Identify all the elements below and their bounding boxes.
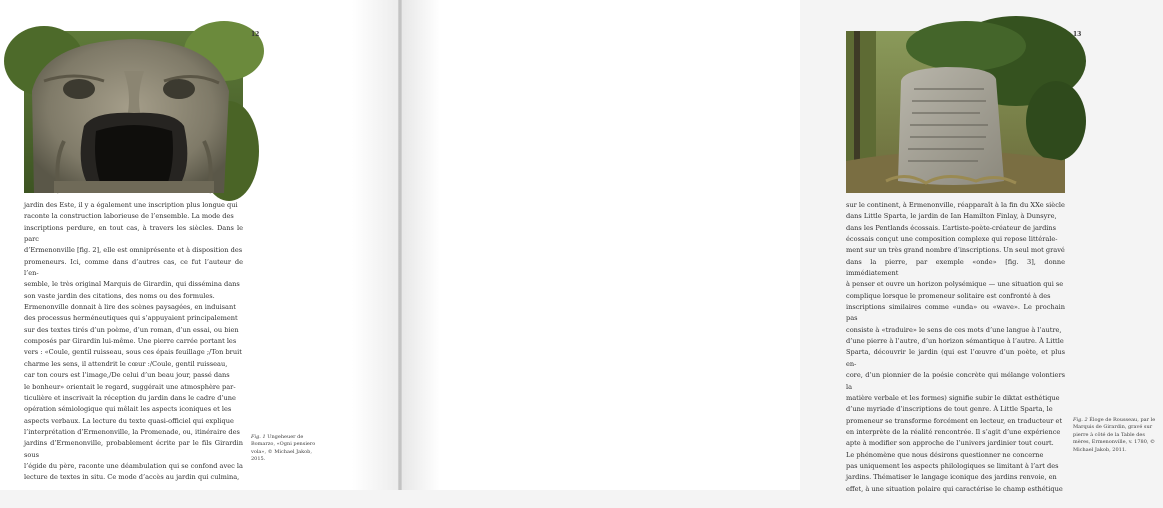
caption-label: Fig. 2 bbox=[1073, 417, 1088, 423]
caption-text: Ungeheuer de Bomarzo, «Ogni pensiero vola», © Michael Jakob, 2015. bbox=[251, 434, 316, 463]
caption-label: Fig. 1 bbox=[251, 434, 266, 440]
left-page bbox=[0, 0, 400, 490]
right-body-text: sur le continent, à Ermenonville, réapparaît à la fin du XXe siècle dans Little Sparta, le jardin de Ian Hamilton Finlay, à Dunsyre, dans les Pentlands écossais. L’artiste-poète-créateur de jardins écossais conçut une composition complexe qui repose littérale- ment sur un très grand nombre d’inscriptions. Un seul mot gravé dans la pierre, par exemple «onde» [fig. 3], donne immédiatement à penser et ouvre un horizon polysémique — une situation qui se complique lorsque le promeneur solitaire est confronté à des inscriptions similaires comme «unda» ou «wave». Le prochain pas consiste à «traduire» le sens de ces mots d’une langue à l’autre, d’une pierre à l’autre, d’un horizon sémantique à l’autre. À Little Sparta, découvrir le jardin (qui est l’œuvre d’un poète, et plus en- core, d’un pionnier de la poésie concrète qui mélange volontiers la matière verbale et les formes) signifie subir le diktat esthétique d’une myriade d’inscriptions de tout genre. À Little Sparta, le promeneur se transforme forcément en lecteur, en traducteur et en interprète de la réalité rencontrée. Il s’agit d’une expérience apte à modifier son approche de l’univers jardinier tout court. Le phénomène que nous désirons questionner ne concerne pas uniquement les aspects philologiques se limitant à l’art des jardins. Thématiser le langage iconique des jardins renvoie, en effet, à une situation polaire qui caractérise le champ esthétique bbox=[846, 201, 1065, 493]
right-page bbox=[400, 0, 1156, 493]
bomarzo-ogre-photo bbox=[24, 31, 243, 193]
left-caption bbox=[251, 434, 327, 464]
caption-text: Éloge de Rousseau, par le Marquis de Girardin, gravé sur pierre à côté de la Table des mères, Ermenonville, v. 1780, © Michael Jakob, 2011. bbox=[1073, 417, 1156, 453]
ermenonville-stone-photo bbox=[846, 31, 1065, 193]
book-gutter bbox=[398, 0, 402, 490]
page-number-left: 12 bbox=[251, 31, 260, 38]
right-caption bbox=[1073, 417, 1163, 454]
left-body-text: jardin des Este, il y a également une inscription plus longue qui raconte la construction laborieuse de l’ensemble. La mode des inscriptions perdure, en tout cas, à travers les siècles. Dans le parc d’Ermenonville [fig. 2], elle est omniprésente et à disposition des promeneurs. Ici, comme dans d’autres cas, ce fut l’auteur de l’en- semble, le très original Marquis de Girardin, qui dissémina dans son vaste jardin des citations, des noms ou des formules. Ermenonville donnait à lire des scènes paysagées, en induisant des processus herméneutiques qui s’appuyaient principalement sur des textes tirés d’un poème, d’un roman, d’un essai, ou bien composés par Girardin lui-même. Une pierre carrée portant les vers : «Coule, gentil ruisseau, sous ces épais feuillage ;/Ton bruit charme les sens, il attendrit le cœur :/Coule, gentil ruisseau, car ton cours est l’image,/De celui d’un beau jour, passé dans le bonheur» orientait le regard, suggérait une atmosphère par- ticulière et inscrivait la réception du jardin dans le cadre d’une opération sémiologique qui mêlait les aspects iconiques et les aspects verbaux. La lecture du texte quasi-officiel qui explique l’interprétation d’Ermenonville, la Promenade, ou, itinéraire des jardins d’Ermenonville, probablement écrite par le fils Girardin sous l’égide du père, raconte une déambulation qui se confond avec la lecture de textes in situ. Ce mode d’accès au jardin qui culmina, bbox=[24, 201, 243, 482]
page-number-right: 13 bbox=[1073, 31, 1082, 38]
